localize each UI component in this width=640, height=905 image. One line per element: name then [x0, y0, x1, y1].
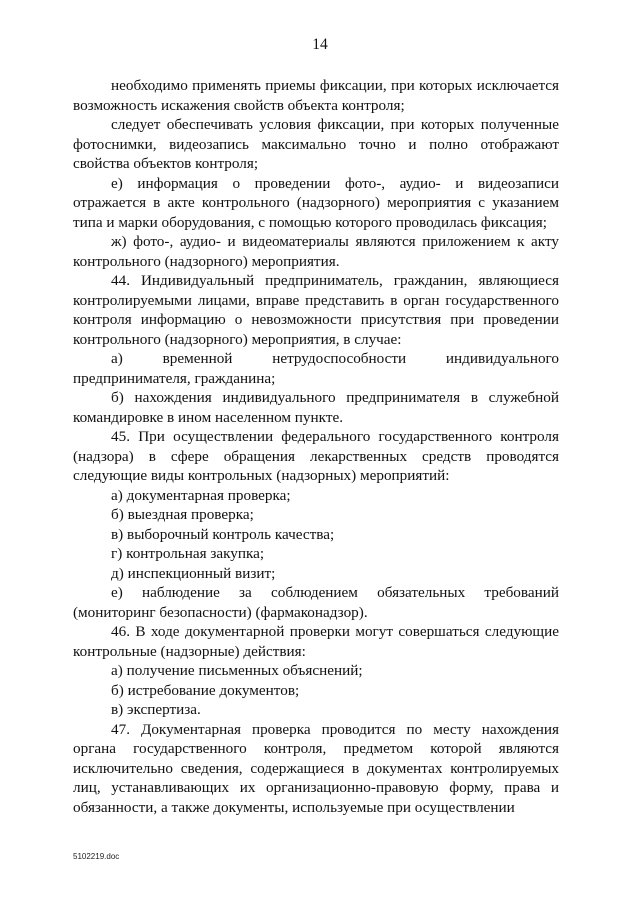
paragraph-item-e-recording-info: е) информация о проведении фото-, аудио- и видеозаписи отражается в акте контрольного (надзорного) мероприятия с указанием типа и марки оборудования, с помощью которого проводилась фиксация; [73, 174, 559, 231]
page-number: 14 [312, 36, 328, 53]
paragraph-46-item-v: в) экспертиза. [111, 701, 201, 718]
paragraph-45: 45. При осуществлении федерального государственного контроля (надзора) в сфере обращения лекарственных средств проводятся следующие виды контрольных (надзорных) мероприятий: [73, 428, 559, 484]
paragraph-46-item-a: а) получение письменных объяснений; [111, 662, 363, 679]
paragraph-45-item-v: в) выборочный контроль качества; [111, 525, 335, 543]
paragraph-46-item-b: б) истребование документов; [111, 681, 300, 699]
paragraph-fixation-methods: необходимо применять приемы фиксации, при которых исключается возможность искажения свойств объекта контроля; [73, 77, 559, 114]
paragraph-fixation-conditions: следует обеспечивать условия фиксации, при которых полученные фотоснимки, видеозапись максимально точно и полно отображают свойства объектов контроля; [73, 116, 559, 172]
paragraph-45-item-e: е) наблюдение за соблюдением обязательных требований (мониторинг безопасности) (фармаконадзор). [73, 584, 559, 621]
paragraph-45-item-b: б) выездная проверка; [111, 506, 254, 523]
paragraph-item-zh-materials: ж) фото-, аудио- и видеоматериалы являются приложением к акту контрольного (надзорного) мероприятия. [73, 233, 559, 270]
paragraph-45-item-a: а) документарная проверка; [111, 486, 291, 504]
paragraph-45-item-d: д) инспекционный визит; [111, 564, 276, 582]
document-body [73, 76, 559, 817]
paragraph-46: 46. В ходе документарной проверки могут совершаться следующие контрольные (надзорные) действия: [73, 623, 559, 660]
document-file-code: 5102219.doc [73, 852, 120, 861]
paragraph-44: 44. Индивидуальный предприниматель, гражданин, являющиеся контролируемыми лицами, вправе представить в орган государственного контроля информацию о невозможности присутствия при проведении контрольного (надзорного) мероприятия, в случае: [73, 272, 559, 348]
paragraph-44-item-b: б) нахождения индивидуального предпринимателя в служебной командировке в ином населенном пункте. [73, 389, 559, 426]
paragraph-44-item-a: а) временной нетрудоспособности индивидуального предпринимателя, гражданина; [73, 350, 559, 387]
paragraph-45-item-g: г) контрольная закупка; [111, 545, 265, 562]
paragraph-47: 47. Документарная проверка проводится по месту нахождения органа государственного контроля, предметом которой являются исключительно сведения, содержащиеся в документах контролируемых лиц, устанавливающих их организационно-правовую форму, права и обязанности, а также документы, используемые при осуществлении [73, 720, 559, 816]
